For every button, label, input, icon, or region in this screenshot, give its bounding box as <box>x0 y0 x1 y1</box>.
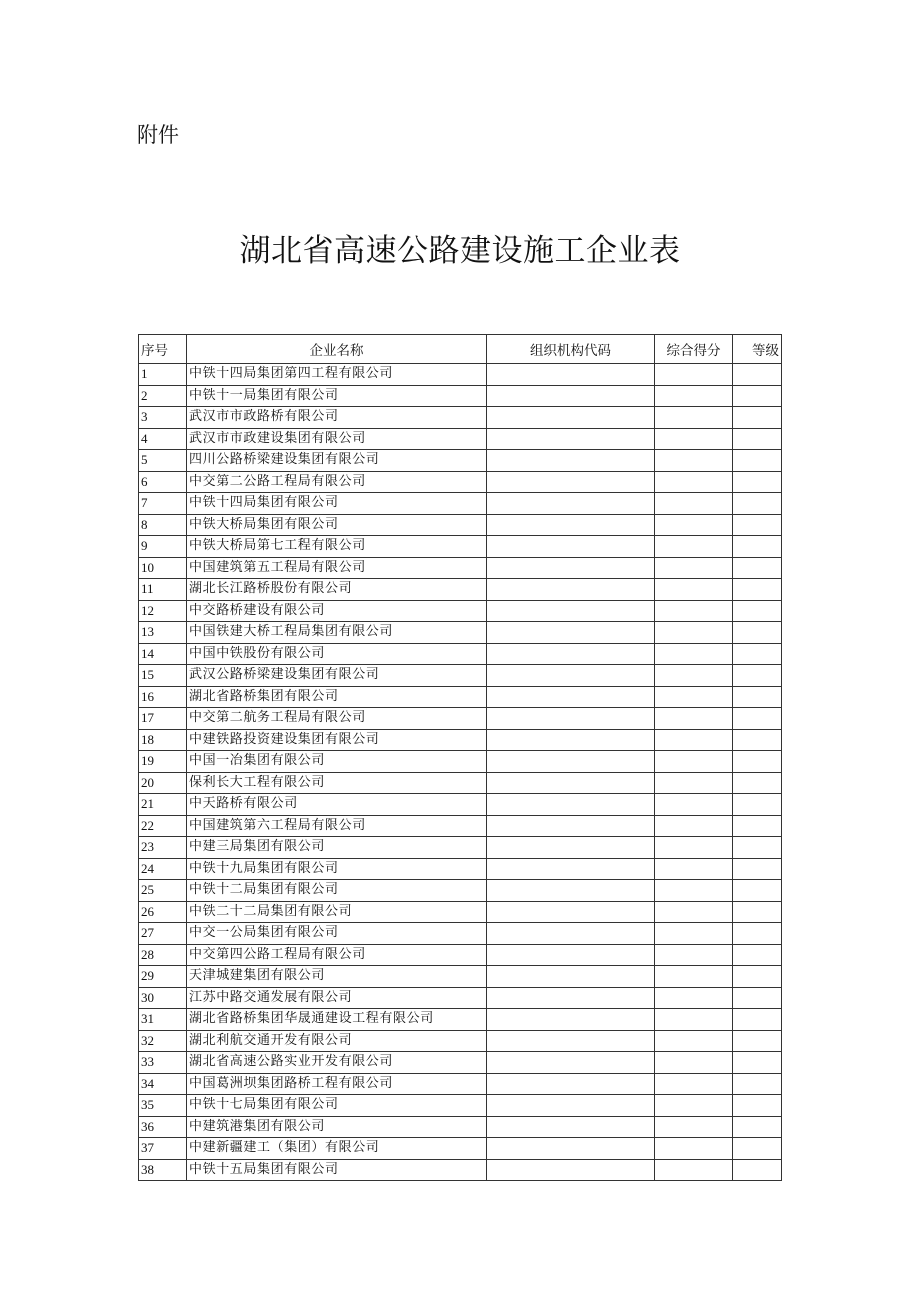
row-company-name: 中铁二十二局集团有限公司 <box>187 901 487 923</box>
row-serial-number: 36 <box>139 1116 187 1138</box>
row-company-name: 中交一公局集团有限公司 <box>187 923 487 945</box>
row-grade <box>733 1095 782 1117</box>
row-serial-number: 17 <box>139 708 187 730</box>
row-serial-number: 14 <box>139 643 187 665</box>
table-row <box>139 708 782 730</box>
row-org-code <box>487 1159 655 1181</box>
row-serial-number: 30 <box>139 987 187 1009</box>
row-overall-score <box>655 1138 733 1160</box>
row-org-code <box>487 794 655 816</box>
table-header-row <box>139 335 782 364</box>
row-serial-number: 9 <box>139 536 187 558</box>
row-overall-score <box>655 815 733 837</box>
table-row <box>139 407 782 429</box>
row-grade <box>733 944 782 966</box>
table-row <box>139 600 782 622</box>
row-overall-score <box>655 987 733 1009</box>
row-company-name: 中建三局集团有限公司 <box>187 837 487 859</box>
row-grade <box>733 665 782 687</box>
row-org-code <box>487 493 655 515</box>
row-serial-number: 6 <box>139 471 187 493</box>
row-serial-number: 28 <box>139 944 187 966</box>
row-grade <box>733 514 782 536</box>
row-grade <box>733 364 782 386</box>
row-overall-score <box>655 579 733 601</box>
row-overall-score <box>655 557 733 579</box>
row-company-name: 武汉公路桥梁建设集团有限公司 <box>187 665 487 687</box>
table-row <box>139 987 782 1009</box>
row-company-name: 中铁十一局集团有限公司 <box>187 385 487 407</box>
row-serial-number: 19 <box>139 751 187 773</box>
row-serial-number: 29 <box>139 966 187 988</box>
row-company-name: 中交第二公路工程局有限公司 <box>187 471 487 493</box>
row-grade <box>733 901 782 923</box>
row-grade <box>733 794 782 816</box>
row-serial-number: 37 <box>139 1138 187 1160</box>
row-grade <box>733 536 782 558</box>
row-org-code <box>487 966 655 988</box>
row-serial-number: 15 <box>139 665 187 687</box>
row-overall-score <box>655 450 733 472</box>
row-grade <box>733 1030 782 1052</box>
row-org-code <box>487 837 655 859</box>
row-overall-score <box>655 858 733 880</box>
table-row <box>139 1030 782 1052</box>
row-serial-number: 8 <box>139 514 187 536</box>
table-row <box>139 1052 782 1074</box>
row-overall-score <box>655 772 733 794</box>
row-company-name: 湖北省路桥集团华晟通建设工程有限公司 <box>187 1009 487 1031</box>
row-grade <box>733 772 782 794</box>
row-org-code <box>487 708 655 730</box>
row-company-name: 湖北长江路桥股份有限公司 <box>187 579 487 601</box>
row-company-name: 保利长大工程有限公司 <box>187 772 487 794</box>
row-org-code <box>487 557 655 579</box>
row-org-code <box>487 622 655 644</box>
row-overall-score <box>655 794 733 816</box>
row-grade <box>733 1052 782 1074</box>
row-grade <box>733 471 782 493</box>
row-grade <box>733 837 782 859</box>
row-grade <box>733 579 782 601</box>
row-overall-score <box>655 385 733 407</box>
row-serial-number: 18 <box>139 729 187 751</box>
row-org-code <box>487 579 655 601</box>
row-company-name: 中交第四公路工程局有限公司 <box>187 944 487 966</box>
row-overall-score <box>655 729 733 751</box>
table-row <box>139 471 782 493</box>
row-org-code <box>487 880 655 902</box>
table-row <box>139 858 782 880</box>
row-org-code <box>487 1009 655 1031</box>
row-serial-number: 21 <box>139 794 187 816</box>
row-overall-score <box>655 643 733 665</box>
row-company-name: 中建铁路投资建设集团有限公司 <box>187 729 487 751</box>
row-org-code <box>487 772 655 794</box>
row-company-name: 中铁十四局集团第四工程有限公司 <box>187 364 487 386</box>
row-org-code <box>487 364 655 386</box>
row-overall-score <box>655 471 733 493</box>
row-org-code <box>487 514 655 536</box>
row-grade <box>733 643 782 665</box>
row-overall-score <box>655 407 733 429</box>
table-row <box>139 815 782 837</box>
row-org-code <box>487 729 655 751</box>
row-company-name: 中铁大桥局第七工程有限公司 <box>187 536 487 558</box>
table-row <box>139 385 782 407</box>
row-overall-score <box>655 514 733 536</box>
row-company-name: 中铁十二局集团有限公司 <box>187 880 487 902</box>
table-row <box>139 364 782 386</box>
row-company-name: 中国铁建大桥工程局集团有限公司 <box>187 622 487 644</box>
table-row <box>139 686 782 708</box>
row-serial-number: 20 <box>139 772 187 794</box>
row-overall-score <box>655 536 733 558</box>
row-org-code <box>487 751 655 773</box>
row-serial-number: 34 <box>139 1073 187 1095</box>
row-company-name: 中交第二航务工程局有限公司 <box>187 708 487 730</box>
row-serial-number: 12 <box>139 600 187 622</box>
row-org-code <box>487 428 655 450</box>
table-row <box>139 880 782 902</box>
row-overall-score <box>655 944 733 966</box>
header-org-code: 组织机构代码 <box>487 335 655 364</box>
row-org-code <box>487 536 655 558</box>
table-row <box>139 794 782 816</box>
row-serial-number: 1 <box>139 364 187 386</box>
row-overall-score <box>655 364 733 386</box>
row-serial-number: 32 <box>139 1030 187 1052</box>
row-company-name: 武汉市市政建设集团有限公司 <box>187 428 487 450</box>
row-org-code <box>487 1030 655 1052</box>
enterprise-table <box>138 334 782 1181</box>
row-grade <box>733 450 782 472</box>
row-overall-score <box>655 1030 733 1052</box>
row-company-name: 中铁大桥局集团有限公司 <box>187 514 487 536</box>
table-row <box>139 622 782 644</box>
row-overall-score <box>655 1052 733 1074</box>
row-serial-number: 2 <box>139 385 187 407</box>
row-grade <box>733 493 782 515</box>
table-row <box>139 579 782 601</box>
row-org-code <box>487 665 655 687</box>
table-row <box>139 837 782 859</box>
table-row <box>139 1116 782 1138</box>
table-row <box>139 1073 782 1095</box>
row-org-code <box>487 858 655 880</box>
row-org-code <box>487 643 655 665</box>
row-overall-score <box>655 708 733 730</box>
row-grade <box>733 987 782 1009</box>
header-serial-number: 序号 <box>139 335 187 364</box>
row-serial-number: 26 <box>139 901 187 923</box>
row-serial-number: 7 <box>139 493 187 515</box>
row-serial-number: 27 <box>139 923 187 945</box>
row-company-name: 武汉市市政路桥有限公司 <box>187 407 487 429</box>
row-overall-score <box>655 880 733 902</box>
row-org-code <box>487 1116 655 1138</box>
row-overall-score <box>655 1009 733 1031</box>
header-overall-score: 综合得分 <box>655 335 733 364</box>
row-company-name: 中国中铁股份有限公司 <box>187 643 487 665</box>
row-org-code <box>487 815 655 837</box>
row-grade <box>733 557 782 579</box>
table-row <box>139 1009 782 1031</box>
table-row <box>139 772 782 794</box>
row-overall-score <box>655 600 733 622</box>
row-serial-number: 13 <box>139 622 187 644</box>
row-overall-score <box>655 751 733 773</box>
table-row <box>139 450 782 472</box>
table-row <box>139 514 782 536</box>
table-row <box>139 665 782 687</box>
row-company-name: 湖北利航交通开发有限公司 <box>187 1030 487 1052</box>
row-company-name: 中天路桥有限公司 <box>187 794 487 816</box>
table-row <box>139 493 782 515</box>
row-serial-number: 31 <box>139 1009 187 1031</box>
row-company-name: 湖北省路桥集团有限公司 <box>187 686 487 708</box>
row-grade <box>733 1138 782 1160</box>
row-company-name: 中铁十九局集团有限公司 <box>187 858 487 880</box>
row-serial-number: 10 <box>139 557 187 579</box>
row-grade <box>733 600 782 622</box>
row-grade <box>733 1159 782 1181</box>
row-org-code <box>487 901 655 923</box>
table-row <box>139 536 782 558</box>
table-row <box>139 944 782 966</box>
row-grade <box>733 622 782 644</box>
row-company-name: 中铁十四局集团有限公司 <box>187 493 487 515</box>
row-grade <box>733 686 782 708</box>
row-org-code <box>487 1073 655 1095</box>
header-company-name: 企业名称 <box>187 335 487 364</box>
row-company-name: 天津城建集团有限公司 <box>187 966 487 988</box>
row-org-code <box>487 923 655 945</box>
row-org-code <box>487 600 655 622</box>
row-grade <box>733 428 782 450</box>
table-row <box>139 923 782 945</box>
row-overall-score <box>655 923 733 945</box>
row-serial-number: 24 <box>139 858 187 880</box>
row-company-name: 中国建筑第六工程局有限公司 <box>187 815 487 837</box>
row-org-code <box>487 1052 655 1074</box>
row-grade <box>733 858 782 880</box>
row-grade <box>733 1009 782 1031</box>
table-row <box>139 1159 782 1181</box>
row-grade <box>733 407 782 429</box>
row-overall-score <box>655 966 733 988</box>
row-org-code <box>487 450 655 472</box>
table-row <box>139 1095 782 1117</box>
table-row <box>139 729 782 751</box>
table-row <box>139 751 782 773</box>
row-company-name: 中交路桥建设有限公司 <box>187 600 487 622</box>
row-overall-score <box>655 1116 733 1138</box>
row-org-code <box>487 987 655 1009</box>
row-serial-number: 23 <box>139 837 187 859</box>
table-row <box>139 966 782 988</box>
attachment-label: 附件 <box>137 123 179 147</box>
row-grade <box>733 880 782 902</box>
row-grade <box>733 751 782 773</box>
header-grade: 等级 <box>733 335 782 364</box>
row-overall-score <box>655 1095 733 1117</box>
row-company-name: 中铁十五局集团有限公司 <box>187 1159 487 1181</box>
row-company-name: 湖北省高速公路实业开发有限公司 <box>187 1052 487 1074</box>
row-serial-number: 16 <box>139 686 187 708</box>
table-row <box>139 901 782 923</box>
row-serial-number: 33 <box>139 1052 187 1074</box>
row-grade <box>733 1073 782 1095</box>
row-company-name: 中建筑港集团有限公司 <box>187 1116 487 1138</box>
row-overall-score <box>655 428 733 450</box>
row-overall-score <box>655 837 733 859</box>
row-company-name: 中国葛洲坝集团路桥工程有限公司 <box>187 1073 487 1095</box>
row-org-code <box>487 385 655 407</box>
row-grade <box>733 729 782 751</box>
row-grade <box>733 923 782 945</box>
row-grade <box>733 815 782 837</box>
row-serial-number: 3 <box>139 407 187 429</box>
row-org-code <box>487 471 655 493</box>
row-grade <box>733 385 782 407</box>
row-overall-score <box>655 901 733 923</box>
row-overall-score <box>655 493 733 515</box>
row-company-name: 中国一冶集团有限公司 <box>187 751 487 773</box>
table-row <box>139 557 782 579</box>
row-grade <box>733 708 782 730</box>
row-company-name: 中建新疆建工（集团）有限公司 <box>187 1138 487 1160</box>
row-serial-number: 25 <box>139 880 187 902</box>
table-row <box>139 428 782 450</box>
row-overall-score <box>655 686 733 708</box>
row-org-code <box>487 407 655 429</box>
row-overall-score <box>655 622 733 644</box>
row-serial-number: 38 <box>139 1159 187 1181</box>
row-serial-number: 11 <box>139 579 187 601</box>
row-overall-score <box>655 1159 733 1181</box>
table-row <box>139 1138 782 1160</box>
row-company-name: 中铁十七局集团有限公司 <box>187 1095 487 1117</box>
row-grade <box>733 1116 782 1138</box>
row-serial-number: 4 <box>139 428 187 450</box>
row-company-name: 四川公路桥梁建设集团有限公司 <box>187 450 487 472</box>
row-company-name: 中国建筑第五工程局有限公司 <box>187 557 487 579</box>
page-title: 湖北省高速公路建设施工企业表 <box>239 233 681 269</box>
row-org-code <box>487 1138 655 1160</box>
row-org-code <box>487 944 655 966</box>
row-serial-number: 35 <box>139 1095 187 1117</box>
row-serial-number: 5 <box>139 450 187 472</box>
row-serial-number: 22 <box>139 815 187 837</box>
row-overall-score <box>655 665 733 687</box>
row-company-name: 江苏中路交通发展有限公司 <box>187 987 487 1009</box>
row-org-code <box>487 1095 655 1117</box>
row-org-code <box>487 686 655 708</box>
row-overall-score <box>655 1073 733 1095</box>
table-row <box>139 643 782 665</box>
row-grade <box>733 966 782 988</box>
